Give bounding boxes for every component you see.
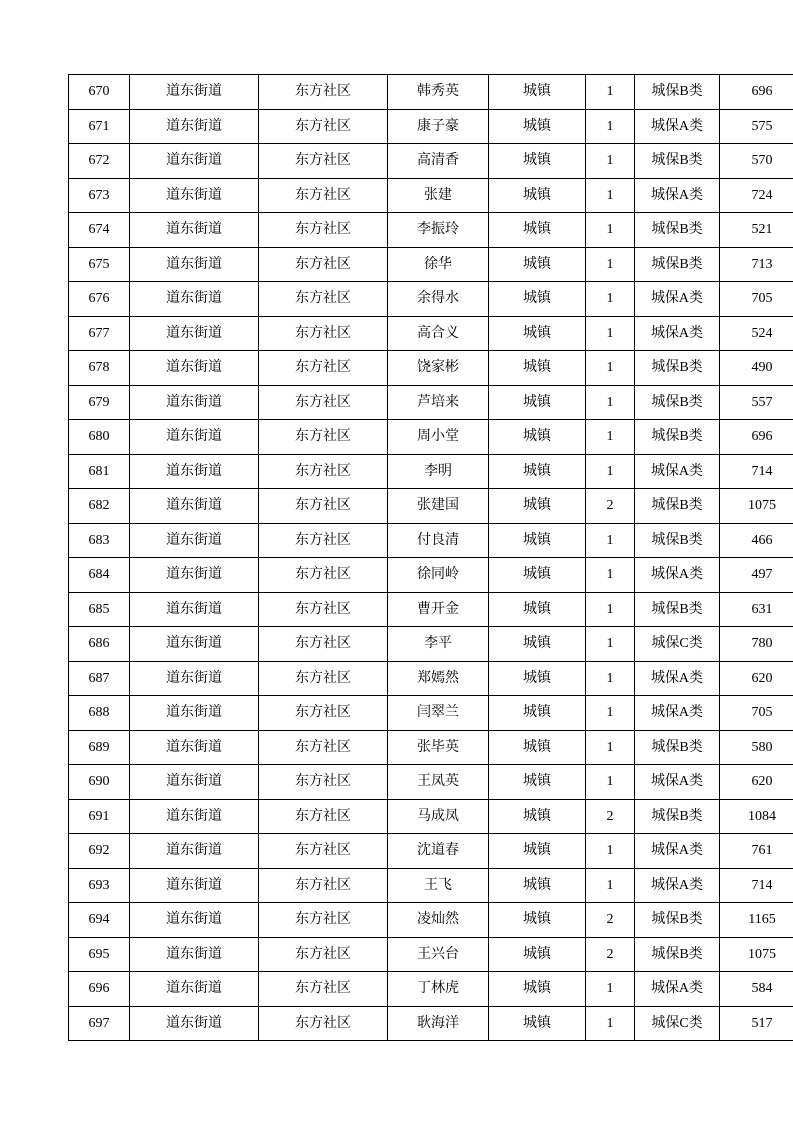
cell-type: 城镇: [489, 868, 586, 903]
cell-community: 东方社区: [259, 765, 388, 800]
table-row: [69, 799, 793, 834]
cell-category: 城保B类: [635, 213, 720, 248]
cell-street: 道东街道: [130, 799, 259, 834]
cell-type: 城镇: [489, 454, 586, 489]
cell-category: 城保B类: [635, 799, 720, 834]
cell-amount: 705: [720, 282, 793, 317]
cell-amount: 517: [720, 1006, 793, 1041]
cell-community: 东方社区: [259, 420, 388, 455]
data-table-container: [68, 74, 776, 1041]
cell-count: 1: [586, 282, 635, 317]
cell-name: 余得水: [388, 282, 489, 317]
cell-category: 城保B类: [635, 523, 720, 558]
cell-type: 城镇: [489, 213, 586, 248]
cell-seq: 677: [69, 316, 130, 351]
table-row: [69, 178, 793, 213]
cell-seq: 681: [69, 454, 130, 489]
cell-type: 城镇: [489, 247, 586, 282]
cell-name: 芦培来: [388, 385, 489, 420]
cell-category: 城保B类: [635, 385, 720, 420]
cell-seq: 688: [69, 696, 130, 731]
cell-type: 城镇: [489, 75, 586, 110]
cell-count: 1: [586, 868, 635, 903]
cell-seq: 691: [69, 799, 130, 834]
cell-count: 1: [586, 730, 635, 765]
cell-community: 东方社区: [259, 903, 388, 938]
cell-type: 城镇: [489, 765, 586, 800]
cell-amount: 580: [720, 730, 793, 765]
table-row: [69, 523, 793, 558]
cell-category: 城保B类: [635, 351, 720, 386]
cell-type: 城镇: [489, 972, 586, 1007]
cell-count: 1: [586, 247, 635, 282]
cell-street: 道东街道: [130, 868, 259, 903]
cell-count: 1: [586, 834, 635, 869]
cell-name: 沈道春: [388, 834, 489, 869]
cell-count: 1: [586, 213, 635, 248]
table-row: [69, 213, 793, 248]
table-row: [69, 282, 793, 317]
table-row: [69, 834, 793, 869]
cell-amount: 631: [720, 592, 793, 627]
cell-category: 城保A类: [635, 109, 720, 144]
cell-community: 东方社区: [259, 868, 388, 903]
cell-seq: 687: [69, 661, 130, 696]
cell-seq: 682: [69, 489, 130, 524]
cell-amount: 575: [720, 109, 793, 144]
cell-category: 城保A类: [635, 661, 720, 696]
cell-type: 城镇: [489, 282, 586, 317]
table-row: [69, 1006, 793, 1041]
cell-type: 城镇: [489, 523, 586, 558]
cell-seq: 671: [69, 109, 130, 144]
cell-amount: 1075: [720, 489, 793, 524]
cell-amount: 705: [720, 696, 793, 731]
cell-amount: 780: [720, 627, 793, 662]
cell-amount: 696: [720, 420, 793, 455]
cell-category: 城保B类: [635, 247, 720, 282]
cell-category: 城保B类: [635, 592, 720, 627]
cell-count: 2: [586, 489, 635, 524]
cell-street: 道东街道: [130, 109, 259, 144]
cell-seq: 676: [69, 282, 130, 317]
cell-category: 城保A类: [635, 834, 720, 869]
cell-amount: 584: [720, 972, 793, 1007]
cell-seq: 690: [69, 765, 130, 800]
cell-name: 张毕英: [388, 730, 489, 765]
cell-street: 道东街道: [130, 937, 259, 972]
cell-type: 城镇: [489, 834, 586, 869]
cell-amount: 521: [720, 213, 793, 248]
cell-amount: 570: [720, 144, 793, 179]
cell-seq: 685: [69, 592, 130, 627]
cell-amount: 713: [720, 247, 793, 282]
table-row: [69, 661, 793, 696]
cell-street: 道东街道: [130, 696, 259, 731]
cell-count: 1: [586, 420, 635, 455]
cell-seq: 689: [69, 730, 130, 765]
cell-street: 道东街道: [130, 972, 259, 1007]
cell-name: 李振玲: [388, 213, 489, 248]
cell-count: 1: [586, 765, 635, 800]
cell-category: 城保A类: [635, 868, 720, 903]
cell-count: 1: [586, 661, 635, 696]
cell-street: 道东街道: [130, 316, 259, 351]
cell-category: 城保B类: [635, 903, 720, 938]
cell-amount: 1084: [720, 799, 793, 834]
cell-seq: 686: [69, 627, 130, 662]
cell-community: 东方社区: [259, 247, 388, 282]
cell-name: 马成凤: [388, 799, 489, 834]
cell-community: 东方社区: [259, 592, 388, 627]
cell-community: 东方社区: [259, 1006, 388, 1041]
cell-community: 东方社区: [259, 730, 388, 765]
cell-name: 张建: [388, 178, 489, 213]
beneficiary-table: [68, 74, 793, 1041]
table-row: [69, 144, 793, 179]
cell-name: 丁林虎: [388, 972, 489, 1007]
table-row: [69, 972, 793, 1007]
cell-type: 城镇: [489, 1006, 586, 1041]
cell-community: 东方社区: [259, 454, 388, 489]
cell-community: 东方社区: [259, 75, 388, 110]
cell-street: 道东街道: [130, 765, 259, 800]
cell-name: 徐同岭: [388, 558, 489, 593]
cell-amount: 761: [720, 834, 793, 869]
cell-name: 王飞: [388, 868, 489, 903]
cell-community: 东方社区: [259, 109, 388, 144]
cell-amount: 714: [720, 868, 793, 903]
cell-name: 徐华: [388, 247, 489, 282]
cell-amount: 466: [720, 523, 793, 558]
cell-count: 2: [586, 903, 635, 938]
table-row: [69, 454, 793, 489]
cell-seq: 670: [69, 75, 130, 110]
cell-category: 城保B类: [635, 75, 720, 110]
cell-seq: 694: [69, 903, 130, 938]
cell-type: 城镇: [489, 903, 586, 938]
cell-category: 城保A类: [635, 178, 720, 213]
cell-name: 郑嫣然: [388, 661, 489, 696]
cell-type: 城镇: [489, 144, 586, 179]
table-row: [69, 627, 793, 662]
cell-count: 2: [586, 799, 635, 834]
cell-street: 道东街道: [130, 1006, 259, 1041]
cell-seq: 683: [69, 523, 130, 558]
cell-count: 1: [586, 972, 635, 1007]
cell-type: 城镇: [489, 558, 586, 593]
cell-community: 东方社区: [259, 937, 388, 972]
cell-type: 城镇: [489, 627, 586, 662]
cell-name: 韩秀英: [388, 75, 489, 110]
table-row: [69, 385, 793, 420]
cell-count: 1: [586, 523, 635, 558]
cell-seq: 680: [69, 420, 130, 455]
cell-community: 东方社区: [259, 178, 388, 213]
cell-name: 李平: [388, 627, 489, 662]
cell-count: 1: [586, 75, 635, 110]
cell-type: 城镇: [489, 489, 586, 524]
table-row: [69, 247, 793, 282]
cell-type: 城镇: [489, 937, 586, 972]
cell-street: 道东街道: [130, 351, 259, 386]
cell-community: 东方社区: [259, 489, 388, 524]
cell-name: 高清香: [388, 144, 489, 179]
cell-type: 城镇: [489, 178, 586, 213]
cell-seq: 697: [69, 1006, 130, 1041]
cell-street: 道东街道: [130, 144, 259, 179]
cell-count: 2: [586, 937, 635, 972]
cell-category: 城保B类: [635, 937, 720, 972]
cell-category: 城保C类: [635, 1006, 720, 1041]
cell-seq: 695: [69, 937, 130, 972]
cell-seq: 672: [69, 144, 130, 179]
cell-amount: 497: [720, 558, 793, 593]
table-row: [69, 592, 793, 627]
cell-name: 高合义: [388, 316, 489, 351]
cell-category: 城保A类: [635, 765, 720, 800]
cell-name: 康子豪: [388, 109, 489, 144]
cell-type: 城镇: [489, 696, 586, 731]
cell-type: 城镇: [489, 592, 586, 627]
cell-category: 城保B类: [635, 144, 720, 179]
cell-name: 凌灿然: [388, 903, 489, 938]
cell-count: 1: [586, 454, 635, 489]
cell-count: 1: [586, 627, 635, 662]
cell-community: 东方社区: [259, 351, 388, 386]
cell-street: 道东街道: [130, 661, 259, 696]
cell-community: 东方社区: [259, 316, 388, 351]
cell-community: 东方社区: [259, 523, 388, 558]
cell-seq: 675: [69, 247, 130, 282]
cell-community: 东方社区: [259, 558, 388, 593]
cell-category: 城保A类: [635, 454, 720, 489]
cell-name: 闫翠兰: [388, 696, 489, 731]
cell-type: 城镇: [489, 799, 586, 834]
cell-count: 1: [586, 696, 635, 731]
table-row: [69, 730, 793, 765]
cell-street: 道东街道: [130, 247, 259, 282]
cell-street: 道东街道: [130, 627, 259, 662]
cell-street: 道东街道: [130, 903, 259, 938]
cell-community: 东方社区: [259, 385, 388, 420]
cell-name: 曹开金: [388, 592, 489, 627]
cell-amount: 620: [720, 765, 793, 800]
cell-type: 城镇: [489, 351, 586, 386]
cell-type: 城镇: [489, 385, 586, 420]
cell-seq: 673: [69, 178, 130, 213]
cell-community: 东方社区: [259, 696, 388, 731]
cell-street: 道东街道: [130, 213, 259, 248]
cell-amount: 490: [720, 351, 793, 386]
table-row: [69, 558, 793, 593]
cell-amount: 1075: [720, 937, 793, 972]
cell-count: 1: [586, 1006, 635, 1041]
cell-seq: 692: [69, 834, 130, 869]
cell-community: 东方社区: [259, 661, 388, 696]
cell-seq: 678: [69, 351, 130, 386]
cell-count: 1: [586, 351, 635, 386]
cell-seq: 674: [69, 213, 130, 248]
cell-amount: 714: [720, 454, 793, 489]
cell-amount: 696: [720, 75, 793, 110]
table-row: [69, 75, 793, 110]
table-row: [69, 489, 793, 524]
cell-category: 城保A类: [635, 316, 720, 351]
cell-name: 王凤英: [388, 765, 489, 800]
cell-category: 城保A类: [635, 282, 720, 317]
cell-name: 王兴台: [388, 937, 489, 972]
table-row: [69, 868, 793, 903]
cell-category: 城保A类: [635, 972, 720, 1007]
cell-count: 1: [586, 558, 635, 593]
table-row: [69, 351, 793, 386]
cell-street: 道东街道: [130, 730, 259, 765]
cell-amount: 1165: [720, 903, 793, 938]
cell-name: 张建国: [388, 489, 489, 524]
cell-category: 城保C类: [635, 627, 720, 662]
cell-amount: 724: [720, 178, 793, 213]
table-row: [69, 109, 793, 144]
cell-count: 1: [586, 316, 635, 351]
cell-category: 城保B类: [635, 489, 720, 524]
table-row: [69, 316, 793, 351]
cell-name: 耿海洋: [388, 1006, 489, 1041]
cell-seq: 693: [69, 868, 130, 903]
cell-community: 东方社区: [259, 972, 388, 1007]
cell-street: 道东街道: [130, 592, 259, 627]
cell-count: 1: [586, 592, 635, 627]
cell-street: 道东街道: [130, 75, 259, 110]
cell-amount: 524: [720, 316, 793, 351]
cell-street: 道东街道: [130, 178, 259, 213]
cell-count: 1: [586, 385, 635, 420]
table-row: [69, 420, 793, 455]
cell-street: 道东街道: [130, 282, 259, 317]
cell-amount: 620: [720, 661, 793, 696]
cell-name: 付良清: [388, 523, 489, 558]
cell-street: 道东街道: [130, 523, 259, 558]
cell-community: 东方社区: [259, 799, 388, 834]
cell-type: 城镇: [489, 109, 586, 144]
cell-type: 城镇: [489, 316, 586, 351]
cell-street: 道东街道: [130, 558, 259, 593]
cell-community: 东方社区: [259, 834, 388, 869]
cell-street: 道东街道: [130, 834, 259, 869]
cell-street: 道东街道: [130, 454, 259, 489]
table-body: [69, 75, 793, 1041]
cell-name: 周小堂: [388, 420, 489, 455]
cell-community: 东方社区: [259, 213, 388, 248]
cell-community: 东方社区: [259, 627, 388, 662]
cell-street: 道东街道: [130, 489, 259, 524]
cell-name: 李明: [388, 454, 489, 489]
cell-amount: 557: [720, 385, 793, 420]
cell-type: 城镇: [489, 661, 586, 696]
cell-street: 道东街道: [130, 420, 259, 455]
cell-street: 道东街道: [130, 385, 259, 420]
cell-category: 城保B类: [635, 420, 720, 455]
cell-community: 东方社区: [259, 144, 388, 179]
cell-count: 1: [586, 109, 635, 144]
table-row: [69, 696, 793, 731]
cell-community: 东方社区: [259, 282, 388, 317]
cell-seq: 679: [69, 385, 130, 420]
cell-seq: 696: [69, 972, 130, 1007]
table-row: [69, 765, 793, 800]
cell-count: 1: [586, 178, 635, 213]
cell-category: 城保B类: [635, 730, 720, 765]
cell-category: 城保A类: [635, 558, 720, 593]
cell-name: 饶家彬: [388, 351, 489, 386]
cell-type: 城镇: [489, 730, 586, 765]
table-row: [69, 937, 793, 972]
table-row: [69, 903, 793, 938]
cell-seq: 684: [69, 558, 130, 593]
cell-category: 城保A类: [635, 696, 720, 731]
cell-type: 城镇: [489, 420, 586, 455]
cell-count: 1: [586, 144, 635, 179]
